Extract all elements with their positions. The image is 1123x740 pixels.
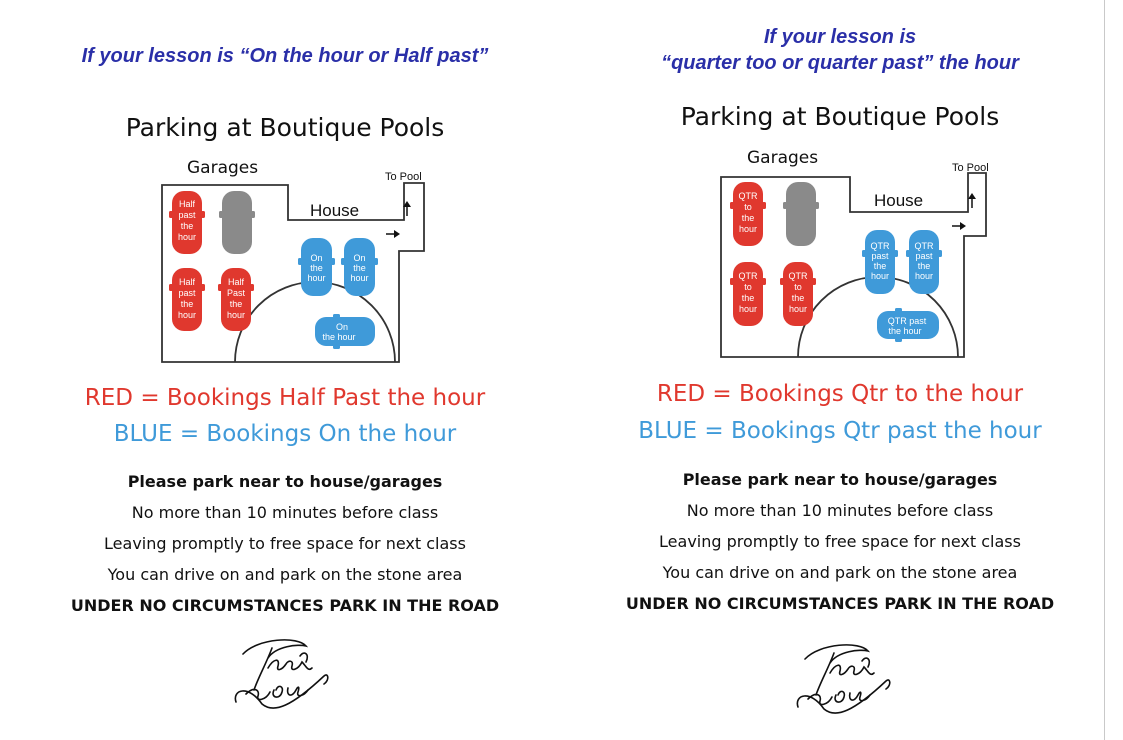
left-instr-caps: UNDER NO CIRCUMSTANCES PARK IN THE ROAD bbox=[70, 596, 500, 615]
svg-text:QTR: QTR bbox=[738, 191, 758, 201]
right-arrow-right-icon bbox=[952, 222, 966, 230]
left-blue-car-1 bbox=[298, 238, 335, 296]
right-instructions bbox=[575, 464, 1105, 619]
svg-text:On: On bbox=[335, 322, 349, 332]
right-arrow-up-icon bbox=[968, 193, 976, 208]
svg-text:QTR: QTR bbox=[788, 271, 808, 281]
svg-text:Past: Past bbox=[226, 288, 246, 298]
left-house-label: House bbox=[310, 201, 360, 220]
svg-text:past: past bbox=[871, 251, 889, 261]
svg-text:QTR: QTR bbox=[870, 241, 890, 251]
svg-text:hour: hour bbox=[226, 310, 246, 320]
svg-text:Half: Half bbox=[178, 277, 196, 287]
svg-text:hour: hour bbox=[350, 273, 369, 283]
right-house-label: House bbox=[874, 191, 924, 210]
svg-text:Half: Half bbox=[227, 277, 245, 287]
svg-text:the hour: the hour bbox=[888, 326, 922, 336]
left-title: Parking at Boutique Pools bbox=[125, 113, 445, 142]
right-parking-map bbox=[721, 140, 996, 360]
svg-text:to: to bbox=[744, 202, 752, 212]
svg-text:hour: hour bbox=[177, 232, 197, 242]
left-red-car-2 bbox=[169, 268, 205, 331]
svg-text:to: to bbox=[744, 282, 752, 292]
left-instr-line2: Leaving promptly to free space for next class bbox=[104, 534, 466, 553]
right-red-car-1 bbox=[730, 182, 766, 246]
svg-text:On: On bbox=[353, 253, 366, 263]
svg-text:the: the bbox=[229, 299, 243, 309]
right-blue-car-2 bbox=[906, 230, 942, 294]
svg-text:hour: hour bbox=[307, 273, 326, 283]
left-arrow-right-icon bbox=[386, 230, 400, 238]
svg-text:the: the bbox=[791, 293, 805, 303]
svg-text:the: the bbox=[180, 221, 194, 231]
right-thank-you-script bbox=[790, 637, 895, 722]
right-instr-caps: UNDER NO CIRCUMSTANCES PARK IN THE ROAD bbox=[625, 594, 1055, 613]
svg-text:QTR past: QTR past bbox=[887, 316, 927, 326]
right-heading-line1: If your lesson is bbox=[763, 26, 917, 48]
svg-text:On: On bbox=[310, 253, 323, 263]
left-legend-blue: BLUE = Bookings On the hour bbox=[113, 421, 457, 447]
right-heading-line2: “quarter too or quarter past” the hour bbox=[661, 52, 1019, 74]
right-garages-label: Garages bbox=[747, 148, 819, 168]
left-red-car-3 bbox=[218, 268, 254, 331]
right-blue-car-1 bbox=[862, 230, 898, 294]
right-legend-blue: BLUE = Bookings Qtr past the hour bbox=[638, 418, 1042, 444]
svg-text:the hour: the hour bbox=[322, 332, 356, 342]
svg-text:QTR: QTR bbox=[738, 271, 758, 281]
svg-text:hour: hour bbox=[870, 271, 890, 281]
left-heading: If your lesson is “On the hour or Half past” bbox=[81, 45, 489, 67]
left-instructions bbox=[0, 466, 570, 621]
left-to-pool-label: To Pool bbox=[385, 171, 422, 183]
svg-text:the: the bbox=[353, 263, 366, 273]
right-red-car-2 bbox=[730, 262, 766, 326]
left-instr-line1: No more than 10 minutes before class bbox=[131, 503, 439, 522]
svg-text:the: the bbox=[180, 299, 194, 309]
svg-text:the: the bbox=[310, 263, 323, 273]
svg-text:hour: hour bbox=[738, 224, 758, 234]
svg-text:hour: hour bbox=[177, 310, 197, 320]
right-sign bbox=[575, 0, 1105, 740]
right-title: Parking at Boutique Pools bbox=[680, 102, 1000, 131]
right-instr-line3: You can drive on and park on the stone area bbox=[662, 563, 1018, 582]
svg-text:the: the bbox=[873, 261, 887, 271]
right-instr-line1: No more than 10 minutes before class bbox=[686, 501, 994, 520]
right-grey-car bbox=[783, 182, 819, 246]
svg-text:QTR: QTR bbox=[914, 241, 934, 251]
right-instr-bold: Please park near to house/garages bbox=[682, 470, 998, 489]
svg-text:past: past bbox=[178, 288, 196, 298]
right-legend-red: RED = Bookings Qtr to the hour bbox=[656, 381, 1024, 407]
left-garages-label: Garages bbox=[187, 158, 259, 178]
svg-text:Half: Half bbox=[178, 199, 196, 209]
left-blue-car-3 bbox=[315, 314, 375, 349]
left-thank-you-script bbox=[228, 632, 333, 717]
svg-text:past: past bbox=[178, 210, 196, 220]
left-parking-map bbox=[162, 150, 432, 365]
svg-text:to: to bbox=[794, 282, 802, 292]
svg-text:the: the bbox=[917, 261, 931, 271]
left-blue-car-2 bbox=[341, 238, 378, 296]
left-instr-bold: Please park near to house/garages bbox=[127, 472, 443, 491]
svg-text:the: the bbox=[741, 213, 755, 223]
right-red-car-3 bbox=[780, 262, 816, 326]
left-red-car-1 bbox=[169, 191, 205, 254]
right-to-pool-label: To Pool bbox=[952, 162, 989, 174]
right-instr-line2: Leaving promptly to free space for next class bbox=[659, 532, 1021, 551]
left-grey-car bbox=[219, 191, 255, 254]
svg-text:hour: hour bbox=[738, 304, 758, 314]
svg-text:hour: hour bbox=[788, 304, 808, 314]
right-blue-car-3 bbox=[877, 308, 939, 342]
left-instr-line3: You can drive on and park on the stone area bbox=[107, 565, 463, 584]
svg-text:the: the bbox=[741, 293, 755, 303]
svg-text:hour: hour bbox=[914, 271, 934, 281]
svg-text:past: past bbox=[915, 251, 933, 261]
left-legend-red: RED = Bookings Half Past the hour bbox=[84, 385, 486, 411]
